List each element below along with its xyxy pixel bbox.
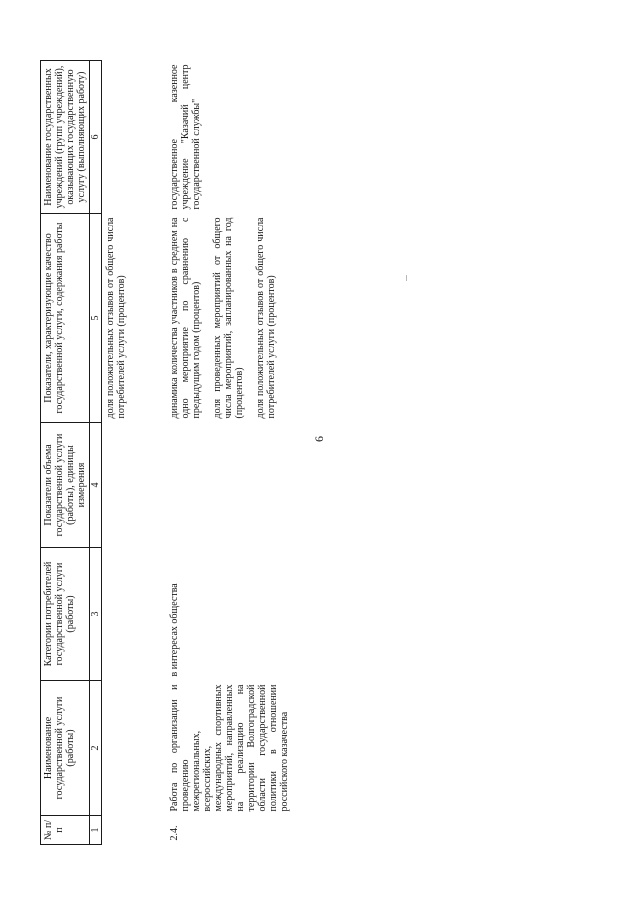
- page-number: 6: [312, 436, 326, 442]
- header-service-name: Наименование государственной услуги (работы): [41, 681, 90, 816]
- quality-indicator: доля проведенных мероприятий от общего числа мероприятий, запланированных на год (процентов): [212, 217, 245, 419]
- row-number: 2.4.: [169, 825, 180, 841]
- services-table: [40, 60, 292, 845]
- quality-indicator: динамика количества участников в среднем на одно мероприятие по сравнению с предыдущим годом (процентов): [169, 217, 202, 419]
- column-number: 3: [90, 548, 102, 681]
- column-number: 4: [90, 423, 102, 548]
- service-name: Работа по организации и проведению межрегиональных, всероссийских, международных спортивных мероприятий, направленных на реализацию на территории Волгоградской области государственной политики в отношении российского казачества: [169, 684, 290, 812]
- header-volume-indicators: Показатели объема государственной услуги (работы), единицы измерения: [41, 423, 90, 548]
- table-header-row: [41, 61, 90, 845]
- quality-indicators: [157, 214, 292, 423]
- scan-mark: [406, 275, 407, 281]
- table-row: [157, 61, 292, 845]
- column-number: 2: [90, 681, 102, 816]
- column-number: 1: [90, 816, 102, 845]
- header-quality-indicators: Показатели, характеризующие качество государственной услуги, содержания работы: [41, 214, 90, 423]
- quality-indicator: доля положительных отзывов от общего числа потребителей услуги (процентов): [255, 217, 277, 419]
- column-number: 5: [90, 214, 102, 423]
- column-number: 6: [90, 61, 102, 214]
- continuation-row: [102, 61, 158, 845]
- header-number: № п/п: [41, 816, 90, 845]
- continuation-indicator: доля положительных отзывов от общего числа потребителей услуги (процентов): [105, 217, 127, 419]
- institution-name: государственное казенное учреждение "Казачий центр государственной службы": [169, 64, 202, 210]
- header-consumer-categories: Категории потребителей государственной услуги (работы): [41, 548, 90, 681]
- header-institutions: Наименование государственных учреждений (групп учреждений), оказывающих государственную услугу (выполняющих работу): [41, 61, 90, 214]
- column-number-row: [90, 61, 102, 845]
- consumer-category: в интересах общества: [169, 583, 180, 677]
- volume-indicator: [157, 423, 292, 548]
